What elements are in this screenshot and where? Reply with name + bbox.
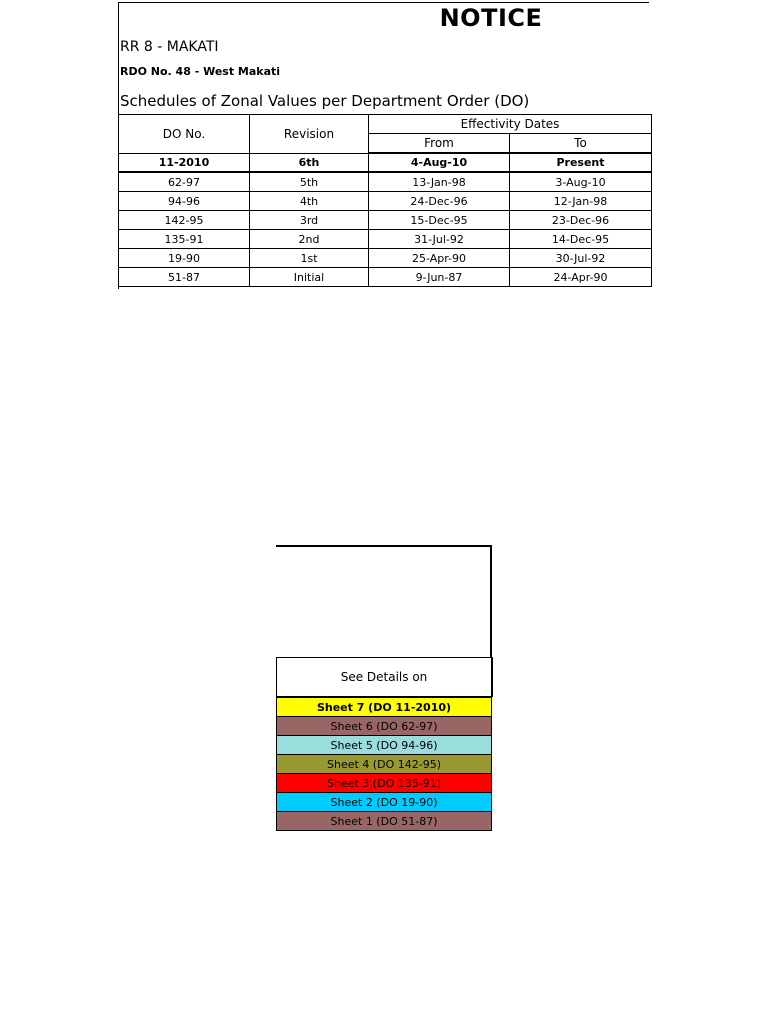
cell-from: 9-Jun-87: [369, 268, 510, 287]
see-details-label: See Details on: [276, 657, 493, 697]
cell-revision: Initial: [250, 268, 369, 287]
cell-revision: 3rd: [250, 211, 369, 230]
cell-revision: 5th: [250, 172, 369, 192]
cell-to: 3-Aug-10: [510, 172, 652, 192]
column-header-effectivity: Effectivity Dates: [369, 115, 652, 134]
table-row: [119, 268, 652, 287]
notice-title: NOTICE: [439, 4, 543, 32]
details-box-top-border: [276, 545, 492, 547]
table-row: [119, 230, 652, 249]
sheet-link-7[interactable]: Sheet 7 (DO 11-2010): [276, 696, 492, 717]
sheet-link-5[interactable]: Sheet 5 (DO 94-96): [276, 735, 492, 755]
cell-to: 12-Jan-98: [510, 192, 652, 211]
cell-revision: 2nd: [250, 230, 369, 249]
cell-from: 24-Dec-96: [369, 192, 510, 211]
cell-to: 14-Dec-95: [510, 230, 652, 249]
cell-do-no: 51-87: [119, 268, 250, 287]
sheet-link-4[interactable]: Sheet 4 (DO 142-95): [276, 754, 492, 774]
cell-do-no: 142-95: [119, 211, 250, 230]
column-header-from: From: [369, 134, 510, 154]
cell-to: 24-Apr-90: [510, 268, 652, 287]
cell-from: 15-Dec-95: [369, 211, 510, 230]
notice-frame-top: [118, 2, 649, 3]
cell-do-no: 94-96: [119, 192, 250, 211]
cell-revision: 4th: [250, 192, 369, 211]
cell-from: 13-Jan-98: [369, 172, 510, 192]
zonal-values-table: [118, 114, 652, 287]
table-row: [119, 249, 652, 268]
cell-from: 25-Apr-90: [369, 249, 510, 268]
cell-to: 23-Dec-96: [510, 211, 652, 230]
cell-revision: 6th: [250, 153, 369, 172]
details-box-right-border: [490, 545, 492, 657]
cell-do-no: 19-90: [119, 249, 250, 268]
schedule-title: Schedules of Zonal Values per Department Order (DO): [120, 92, 530, 110]
cell-to: Present: [510, 153, 652, 172]
cell-from: 4-Aug-10: [369, 153, 510, 172]
cell-revision: 1st: [250, 249, 369, 268]
sheet-link-3[interactable]: Sheet 3 (DO 135-91): [276, 773, 492, 793]
sheet-link-1[interactable]: Sheet 1 (DO 51-87): [276, 811, 492, 831]
table-row: [119, 192, 652, 211]
cell-to: 30-Jul-92: [510, 249, 652, 268]
column-header-revision: Revision: [250, 115, 369, 154]
rdo-label: RDO No. 48 - West Makati: [120, 65, 281, 78]
cell-from: 31-Jul-92: [369, 230, 510, 249]
cell-do-no: 135-91: [119, 230, 250, 249]
column-header-do-no: DO No.: [119, 115, 250, 154]
cell-do-no: 62-97: [119, 172, 250, 192]
table-row: [119, 172, 652, 192]
table-row-current: [119, 153, 652, 172]
column-header-to: To: [510, 134, 652, 154]
revenue-region-label: RR 8 - MAKATI: [120, 39, 219, 55]
cell-do-no: 11-2010: [119, 153, 250, 172]
table-row: [119, 211, 652, 230]
sheet-link-list: [276, 696, 492, 831]
sheet-link-2[interactable]: Sheet 2 (DO 19-90): [276, 792, 492, 812]
table-header-row: [119, 115, 652, 134]
sheet-link-6[interactable]: Sheet 6 (DO 62-97): [276, 716, 492, 736]
